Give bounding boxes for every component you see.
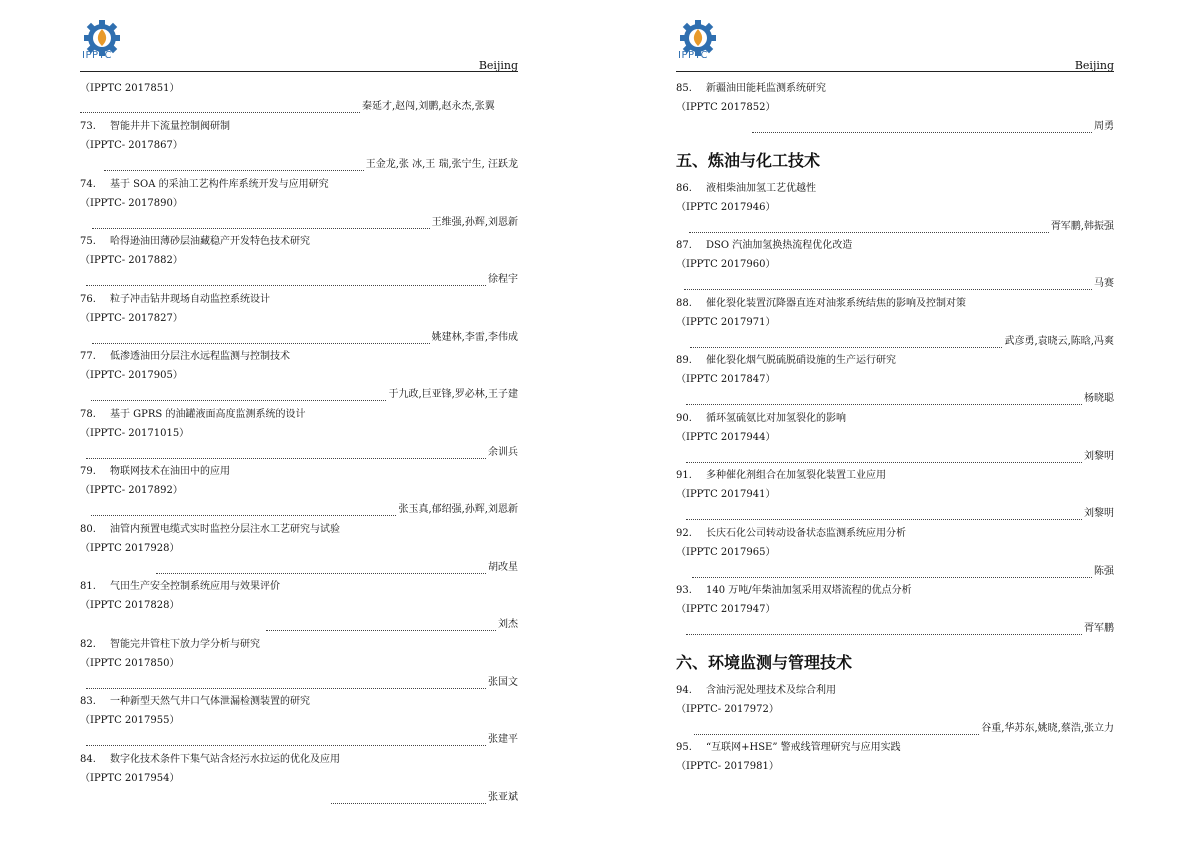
entry-authors-line bbox=[80, 331, 518, 344]
entry-code: （IPPTC- 2017972） bbox=[676, 703, 779, 715]
entry-authors: 刘杰 bbox=[498, 619, 518, 630]
entry-title-line bbox=[80, 580, 280, 593]
dot-leader bbox=[86, 737, 486, 746]
entry-title-line bbox=[80, 523, 340, 536]
entry-code: （IPPTC 2017851） bbox=[80, 83, 180, 94]
entry-authors-line bbox=[80, 100, 518, 113]
dot-leader bbox=[686, 511, 1082, 520]
entry-authors: 王维强,孙辉,刘恩新 bbox=[431, 216, 518, 228]
entry-authors: 胥军鹏 bbox=[1084, 623, 1114, 634]
toc-entry bbox=[80, 233, 518, 291]
entry-title-line bbox=[80, 120, 230, 133]
dot-leader bbox=[692, 569, 1092, 578]
entry-number: 91. bbox=[676, 470, 692, 481]
entry-code: （IPPTC- 2017882） bbox=[80, 255, 183, 266]
entry-title-line bbox=[676, 584, 912, 597]
entry-title: 催化裂化烟气脱硫脱硝设施的生产运行研究 bbox=[706, 355, 896, 366]
entry-code: （IPPTC 2017947） bbox=[676, 604, 776, 615]
entry-title-line bbox=[80, 695, 310, 708]
entry-title: 哈得逊油田薄砂层油藏稳产开发特色技术研究 bbox=[110, 236, 310, 247]
toc-entry bbox=[80, 693, 518, 751]
entry-authors-line bbox=[80, 503, 518, 516]
entry-authors: 于九政,巨亚锋,罗必林,王子建 bbox=[388, 389, 518, 400]
entry-number: 89. bbox=[676, 355, 692, 366]
right-page bbox=[676, 0, 1116, 842]
entry-code: （IPPTC- 2017981） bbox=[676, 761, 779, 772]
entry-number: 84. bbox=[80, 753, 96, 765]
header-rule bbox=[676, 71, 1114, 72]
entry-title-line bbox=[676, 412, 846, 425]
entry-title-line bbox=[676, 239, 852, 252]
entry-authors-line bbox=[676, 507, 1114, 520]
entry-number: 79. bbox=[80, 466, 96, 477]
entry-authors-line bbox=[676, 335, 1114, 348]
entry-authors-line bbox=[676, 277, 1114, 290]
entry-authors-line bbox=[80, 446, 518, 459]
entry-title-line bbox=[80, 178, 329, 191]
dot-leader bbox=[684, 281, 1092, 290]
toc-entry bbox=[80, 80, 518, 118]
entry-number: 85. bbox=[676, 83, 692, 94]
entry-authors-line bbox=[80, 676, 518, 689]
entry-number: 73. bbox=[80, 121, 96, 132]
header-city: Beijing bbox=[478, 59, 518, 72]
toc-entry bbox=[676, 467, 1114, 525]
entry-title-line bbox=[676, 354, 896, 367]
entry-number: 82. bbox=[80, 638, 96, 650]
entry-code: （IPPTC 2017960） bbox=[676, 259, 776, 270]
entry-title-line bbox=[80, 753, 340, 766]
entry-authors-line bbox=[676, 722, 1114, 735]
dot-leader bbox=[92, 220, 430, 229]
dot-leader bbox=[694, 726, 979, 735]
toc-entry bbox=[80, 406, 518, 464]
entry-title: 催化裂化装置沉降器直连对油浆系统结焦的影响及控制对策 bbox=[706, 297, 966, 309]
entry-title-line bbox=[80, 408, 305, 421]
entry-code: （IPPTC 2017944） bbox=[676, 431, 776, 443]
entry-authors-line bbox=[80, 618, 518, 631]
entry-number: 88. bbox=[676, 297, 692, 309]
toc-entry bbox=[676, 352, 1114, 410]
dot-leader bbox=[266, 622, 496, 631]
entry-title: 数字化技术条件下集气站含烃污水拉运的优化及应用 bbox=[110, 753, 340, 765]
entry-authors: 刘黎明 bbox=[1084, 508, 1114, 519]
entry-authors-line bbox=[676, 120, 1114, 133]
entry-number: 94. bbox=[676, 684, 692, 696]
toc-entry bbox=[676, 410, 1114, 468]
toc-entry bbox=[676, 525, 1114, 583]
entry-authors: 胥军鹏,韩振强 bbox=[1050, 220, 1114, 232]
entry-authors: 秦延才,赵闯,刘鹏,赵永杰,张翼 bbox=[362, 101, 495, 112]
entry-authors: 马赛 bbox=[1094, 278, 1114, 289]
entry-title: 低渗透油田分层注水远程监测与控制技术 bbox=[110, 351, 290, 362]
toc-entry bbox=[676, 80, 1114, 138]
dot-leader bbox=[91, 507, 396, 516]
entry-authors-line bbox=[80, 791, 518, 804]
entry-authors: 张玉真,郁绍强,孙辉,刘恩新 bbox=[398, 504, 518, 515]
entry-code: （IPPTC 2017828） bbox=[80, 600, 180, 611]
section-heading-refining: 五、炼油与化工技术 bbox=[676, 150, 821, 170]
entry-authors-line bbox=[676, 450, 1114, 463]
toc-entry bbox=[80, 578, 518, 636]
section-heading-environment: 六、环境监测与管理技术 bbox=[676, 652, 853, 672]
entry-number: 90. bbox=[676, 412, 692, 424]
entry-code: （IPPTC 2017847） bbox=[676, 374, 776, 385]
entry-code: （IPPTC- 2017892） bbox=[80, 485, 183, 496]
entry-title-line bbox=[676, 741, 901, 754]
entry-code: （IPPTC 2017946） bbox=[676, 201, 776, 213]
dot-leader bbox=[686, 454, 1082, 463]
dot-leader bbox=[92, 335, 430, 344]
entry-title-line bbox=[676, 469, 886, 482]
toc-entry bbox=[80, 291, 518, 349]
dot-leader bbox=[86, 680, 486, 689]
entry-number: 83. bbox=[80, 696, 96, 707]
logo-text: IPPTC bbox=[82, 50, 113, 61]
entry-number: 80. bbox=[80, 523, 96, 535]
entry-title-line bbox=[676, 527, 906, 540]
entry-title: 智能井井下流量控制阀研制 bbox=[110, 121, 230, 132]
left-toc-list bbox=[80, 80, 518, 808]
entry-authors: 武彦勇,袁晓云,陈晗,冯爽 bbox=[1004, 335, 1114, 347]
header-rule bbox=[80, 71, 518, 72]
entry-code: （IPPTC 2017852） bbox=[676, 102, 776, 113]
entry-title: 物联网技术在油田中的应用 bbox=[110, 466, 230, 477]
dot-leader bbox=[690, 339, 1002, 348]
toc-entry bbox=[676, 682, 1114, 740]
entry-authors-line bbox=[80, 733, 518, 746]
toc-entry bbox=[676, 739, 1114, 797]
entry-authors: 张亚斌 bbox=[488, 791, 518, 803]
entry-code: （IPPTC- 2017867） bbox=[80, 140, 183, 151]
dot-leader bbox=[86, 450, 486, 459]
toc-entry bbox=[80, 521, 518, 579]
entry-title-line bbox=[676, 684, 836, 697]
entry-authors: 姚建林,李雷,李伟成 bbox=[431, 331, 518, 343]
entry-authors-line bbox=[676, 220, 1114, 233]
entry-title: 粒子冲击钻井现场自动监控系统设计 bbox=[110, 293, 270, 305]
entry-authors: 杨晓聪 bbox=[1084, 393, 1114, 404]
toc-entry bbox=[676, 295, 1114, 353]
entry-number: 81. bbox=[80, 581, 96, 592]
entry-authors: 谷重,华苏东,姚晓,蔡浩,张立力 bbox=[981, 722, 1114, 734]
dot-leader bbox=[686, 626, 1082, 635]
entry-title: 智能完井管柱下放力学分析与研究 bbox=[110, 638, 260, 650]
entry-number: 78. bbox=[80, 408, 96, 420]
entry-authors-line bbox=[676, 392, 1114, 405]
dot-leader bbox=[689, 224, 1049, 233]
left-page bbox=[80, 0, 520, 842]
entry-authors: 陈强 bbox=[1094, 565, 1114, 577]
dot-leader bbox=[91, 392, 386, 401]
entry-number: 93. bbox=[676, 585, 692, 596]
entry-code: （IPPTC 2017965） bbox=[676, 546, 776, 558]
toc-entry bbox=[80, 751, 518, 809]
entry-title: 长庆石化公司转动设备状态监测系统应用分析 bbox=[706, 527, 906, 539]
entry-number: 74. bbox=[80, 178, 96, 190]
entry-code: （IPPTC- 2017827） bbox=[80, 312, 183, 324]
entry-title: 气田生产安全控制系统应用与效果评价 bbox=[110, 581, 280, 592]
entry-authors-line bbox=[80, 273, 518, 286]
entry-authors: 张国文 bbox=[488, 676, 518, 688]
entry-title: 一种新型天然气井口气体泄漏检测装置的研究 bbox=[110, 696, 310, 707]
logo-text: IPPTC bbox=[678, 50, 709, 61]
entry-code: （IPPTC- 2017905） bbox=[80, 370, 183, 381]
toc-entry bbox=[80, 463, 518, 521]
entry-title: 油管内预置电缆式实时监控分层注水工艺研究与试验 bbox=[110, 523, 340, 535]
entry-title: 新疆油田能耗监测系统研究 bbox=[706, 83, 826, 94]
entry-authors-line bbox=[676, 565, 1114, 578]
entry-number: 77. bbox=[80, 351, 96, 362]
entry-authors-line bbox=[676, 622, 1114, 635]
entry-title-line bbox=[676, 82, 826, 95]
entry-number: 92. bbox=[676, 527, 692, 539]
entry-title-line bbox=[80, 350, 290, 363]
toc-entry bbox=[80, 118, 518, 176]
entry-title: 基于 SOA 的采油工艺构件库系统开发与应用研究 bbox=[110, 178, 329, 190]
header-city: Beijing bbox=[1074, 59, 1114, 72]
entry-code: （IPPTC 2017955） bbox=[80, 715, 180, 726]
entry-authors: 王金龙,张 冰,王 瑞,张宁生, 汪跃龙 bbox=[365, 159, 518, 170]
entry-authors-line bbox=[80, 561, 518, 574]
dot-leader bbox=[86, 277, 486, 286]
entry-number: 87. bbox=[676, 240, 692, 251]
entry-title: 140 万吨/年柴油加氢采用双塔流程的优点分析 bbox=[706, 585, 912, 596]
toc-entry bbox=[80, 176, 518, 234]
entry-code: （IPPTC 2017928） bbox=[80, 542, 180, 554]
entry-title-line bbox=[80, 293, 270, 306]
entry-title: DSO 汽油加氢换热流程优化改造 bbox=[706, 240, 853, 251]
entry-title-line bbox=[80, 465, 230, 478]
entry-title: 含油污泥处理技术及综合利用 bbox=[706, 684, 836, 696]
entry-number: 76. bbox=[80, 293, 96, 305]
entry-authors-line bbox=[80, 216, 518, 229]
entry-authors: 胡改星 bbox=[488, 561, 518, 573]
entry-number: 95. bbox=[676, 742, 692, 753]
entry-title-line bbox=[80, 235, 310, 248]
entry-title: 多种催化剂组合在加氢裂化装置工业应用 bbox=[706, 470, 886, 481]
entry-title-line bbox=[80, 638, 260, 651]
dot-leader bbox=[104, 162, 364, 171]
entry-code: （IPPTC 2017941） bbox=[676, 489, 776, 500]
dot-leader bbox=[156, 565, 486, 574]
entry-authors: 余训兵 bbox=[488, 446, 518, 458]
entry-title: 循环氢硫氨比对加氢裂化的影响 bbox=[706, 412, 846, 424]
entry-code: （IPPTC- 20171015） bbox=[80, 427, 190, 439]
right-toc-list bbox=[676, 80, 1114, 797]
entry-code: （IPPTC 2017971） bbox=[676, 316, 776, 328]
entry-title: 基于 GPRS 的油罐液面高度监测系统的设计 bbox=[110, 408, 306, 420]
dot-leader bbox=[686, 396, 1082, 405]
entry-title-line bbox=[676, 182, 816, 195]
entry-title-line bbox=[676, 297, 966, 310]
dot-leader bbox=[752, 124, 1092, 133]
entry-authors-line bbox=[80, 388, 518, 401]
entry-title: “互联网+HSE” 警戒线管理研究与应用实践 bbox=[706, 742, 901, 753]
entry-number: 75. bbox=[80, 236, 96, 247]
dot-leader bbox=[80, 104, 360, 113]
entry-code: （IPPTC 2017850） bbox=[80, 657, 180, 669]
toc-entry bbox=[80, 636, 518, 694]
entry-authors: 张建平 bbox=[488, 734, 518, 745]
dot-leader bbox=[331, 795, 486, 804]
entry-authors-line bbox=[80, 158, 518, 171]
toc-entry bbox=[676, 237, 1114, 295]
entry-code: （IPPTC- 2017890） bbox=[80, 197, 183, 209]
entry-authors: 徐程宇 bbox=[488, 274, 518, 285]
toc-entry bbox=[676, 582, 1114, 640]
toc-entry bbox=[676, 180, 1114, 238]
entry-number: 86. bbox=[676, 182, 692, 194]
toc-entry bbox=[80, 348, 518, 406]
entry-authors: 周勇 bbox=[1094, 121, 1114, 132]
entry-title: 液相柴油加氢工艺优越性 bbox=[706, 182, 816, 194]
entry-authors: 刘黎明 bbox=[1084, 450, 1114, 462]
entry-code: （IPPTC 2017954） bbox=[80, 772, 180, 784]
